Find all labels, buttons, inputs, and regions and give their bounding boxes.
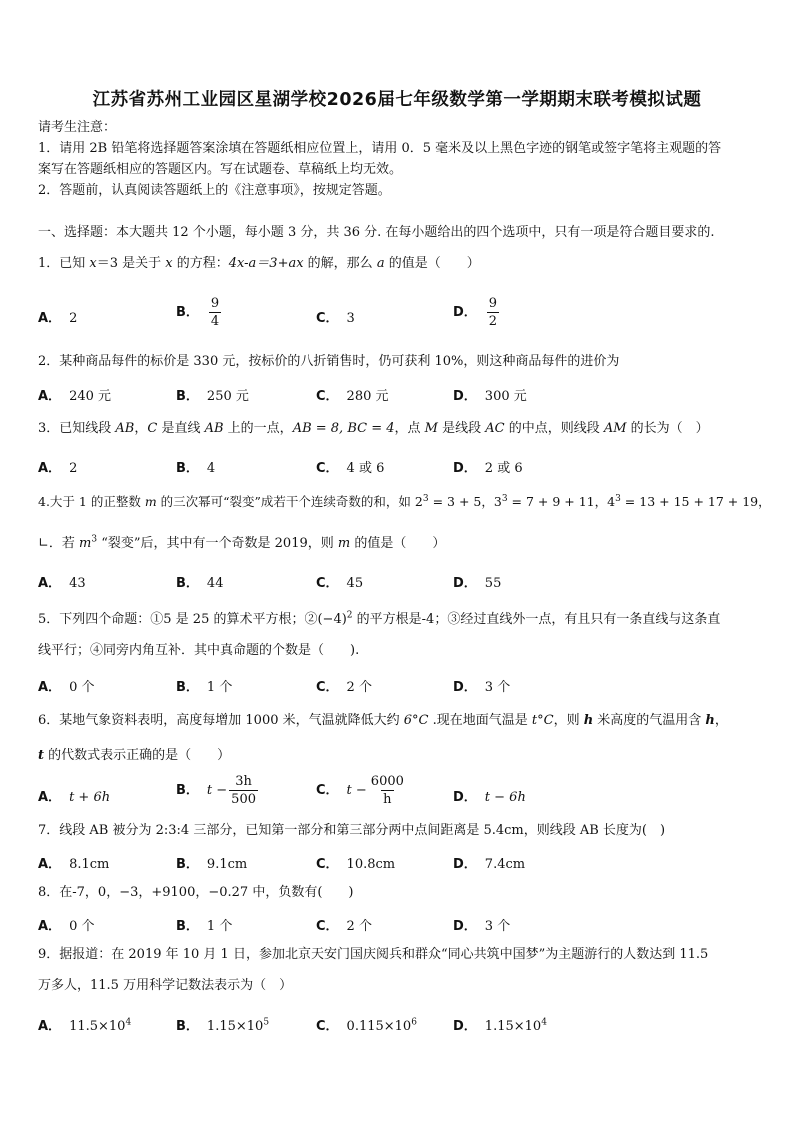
q3-stem: 3．已知线段 AB，C 是直线 AB 上的一点，AB = 8, BC = 4，点 M 是线段 AC 的中点，则线段 AM 的长为（ ） bbox=[38, 421, 709, 436]
q4-option-c[interactable]: C． 45 bbox=[316, 576, 364, 591]
q6-stem-line2: t 的代数式表示正确的是（ ） bbox=[38, 748, 231, 763]
page-title: 江苏省苏州工业园区星湖学校2026届七年级数学第一学期期末联考模拟试题 bbox=[92, 90, 702, 110]
q3-option-a[interactable]: A． 2 bbox=[38, 461, 78, 476]
q4-stem-line1: 4.大于 1 的正整数 m 的三次幂可“裂变”成若干个连续奇数的和，如 $2^3 = 3 + 5$，$3^3 = 7 + 9 + 11$，$4^3 = 13 + 15 + 17 + 19$， bbox=[38, 493, 771, 509]
q7-option-b[interactable]: B． 9.1cm bbox=[176, 857, 248, 872]
section-heading: 一、选择题：本大题共 12 个小题，每小题 3 分，共 36 分. 在每小题给出的四个选项中，只有一项是符合题目要求的. bbox=[38, 225, 715, 240]
q9-stem-line1: 9．据报道：在 2019 年 10 月 1 日，参加北京天安门国庆阅兵和群众“同心共筑中国梦”为主题游行的人数达到 11.5 bbox=[38, 947, 709, 962]
q2-option-c[interactable]: C． 280 元 bbox=[316, 389, 389, 404]
q6-stem-line1: 6．某地气象资料表明，高度每增加 1000 米，气温就降低大约 6°C .现在地面气温是 t°C，则 h 米高度的气温用含 h， bbox=[38, 713, 728, 728]
q8-option-c[interactable]: C． 2 个 bbox=[316, 919, 372, 934]
q8-option-a[interactable]: A． 0 个 bbox=[38, 919, 95, 934]
q3-option-b[interactable]: B． 4 bbox=[176, 461, 216, 476]
notice-item-1a: 1．请用 2B 铅笔将选择题答案涂填在答题纸相应位置上，请用 0．5 毫米及以上黑色字迹的钢笔或签字笔将主观题的答 bbox=[38, 141, 722, 156]
q1-option-d[interactable]: D． $\frac{9}{2}$ bbox=[453, 296, 498, 329]
q2-option-d[interactable]: D． 300 元 bbox=[453, 389, 527, 404]
q1-option-c[interactable]: C． 3 bbox=[316, 311, 355, 326]
q1-option-b[interactable]: B． $\frac{9}{4}$ bbox=[176, 296, 220, 329]
q5-stem-line1: 5．下列四个命题：①5 是 25 的算术平方根；$②(-4)^2$ 的平方根是-4；③经过直线外一点，有且只有一条直线与这条直 bbox=[38, 610, 721, 627]
q9-option-d[interactable]: D． $1.15\times 10^4$ bbox=[453, 1017, 547, 1034]
notice-header: 请考生注意： bbox=[38, 120, 117, 135]
notice-item-2: 2．答题前，认真阅读答题纸上的《注意事项》，按规定答题。 bbox=[38, 183, 391, 198]
q7-option-d[interactable]: D． 7.4cm bbox=[453, 857, 526, 872]
q9-option-b[interactable]: B． $1.15\times 10^5$ bbox=[176, 1017, 270, 1034]
q3-option-c[interactable]: C． 4 或 6 bbox=[316, 461, 385, 476]
q6-option-b[interactable]: B． t − $\frac{3h}{500}$ bbox=[176, 774, 256, 807]
q4-stem-line2: ∟．若 $m^3$ “裂变”后，其中有一个奇数是 2019，则 m 的值是（ ） bbox=[38, 534, 446, 551]
q5-option-d[interactable]: D． 3 个 bbox=[453, 680, 511, 695]
q6-option-d[interactable]: D． t − 6h bbox=[453, 790, 526, 805]
q7-option-c[interactable]: C． 10.8cm bbox=[316, 857, 396, 872]
q9-option-c[interactable]: C． $0.115\times 10^6$ bbox=[316, 1017, 417, 1034]
q3-option-d[interactable]: D． 2 或 6 bbox=[453, 461, 523, 476]
q5-option-a[interactable]: A． 0 个 bbox=[38, 680, 95, 695]
q8-option-d[interactable]: D． 3 个 bbox=[453, 919, 511, 934]
q7-stem: 7．线段 AB 被分为 2:3:4 三部分，已知第一部分和第三部分两中点间距离是 5.4cm，则线段 AB 长度为( ) bbox=[38, 823, 666, 838]
q5-stem-line2: 线平行；④同旁内角互补．其中真命题的个数是（ ). bbox=[38, 643, 360, 658]
q6-option-c[interactable]: C． t − $\frac{6000}{h}$ bbox=[316, 774, 404, 807]
notice-item-1b: 案写在答题纸相应的答题区内。写在试题卷、草稿纸上均无效。 bbox=[38, 162, 403, 177]
q4-option-d[interactable]: D． 55 bbox=[453, 576, 502, 591]
q4-option-b[interactable]: B． 44 bbox=[176, 576, 224, 591]
q1-option-a[interactable]: A． 2 bbox=[38, 311, 78, 326]
q9-stem-line2: 万多人，11.5 万用科学记数法表示为（ ） bbox=[38, 978, 293, 993]
q2-option-b[interactable]: B． 250 元 bbox=[176, 389, 249, 404]
q2-option-a[interactable]: A． 240 元 bbox=[38, 389, 112, 404]
q5-option-c[interactable]: C． 2 个 bbox=[316, 680, 372, 695]
q4-option-a[interactable]: A． 43 bbox=[38, 576, 86, 591]
q2-stem: 2．某种商品每件的标价是 330 元，按标价的八折销售时，仍可获利 10%，则这种商品每件的进价为 bbox=[38, 354, 620, 369]
q5-option-b[interactable]: B． 1 个 bbox=[176, 680, 233, 695]
q1-stem: 1．已知 x＝3 是关于 x 的方程：4x-a＝3+ax 的解，那么 a 的值是（ ） bbox=[38, 256, 480, 271]
q8-stem: 8．在-7，0，−3，+9100，−0.27 中，负数有( ) bbox=[38, 885, 354, 900]
q7-option-a[interactable]: A． 8.1cm bbox=[38, 857, 110, 872]
q6-option-a[interactable]: A． t + 6h bbox=[38, 790, 111, 805]
q9-option-a[interactable]: A． $11.5\times 10^4$ bbox=[38, 1017, 132, 1034]
q8-option-b[interactable]: B． 1 个 bbox=[176, 919, 233, 934]
